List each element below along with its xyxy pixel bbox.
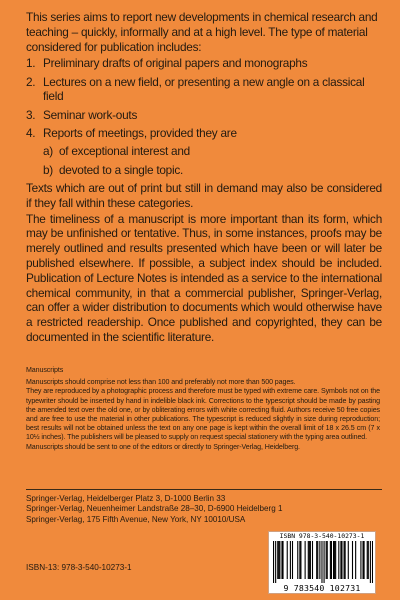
barcode-bar xyxy=(281,541,282,579)
barcode-bar xyxy=(368,541,369,579)
material-types-list xyxy=(26,56,382,140)
barcode-digits: 9 783540 102731 xyxy=(283,583,361,593)
barcode-bar xyxy=(319,541,320,579)
list-item-number: 4. xyxy=(26,126,36,141)
barcode-bar xyxy=(344,541,345,579)
divider xyxy=(26,489,382,490)
list-item xyxy=(26,75,382,105)
barcode-bar xyxy=(277,541,278,579)
barcode-bar xyxy=(364,541,365,579)
barcode-bar xyxy=(290,541,291,579)
barcode-bar xyxy=(330,541,331,579)
barcode-bar xyxy=(327,541,328,579)
barcode-bar xyxy=(312,541,313,579)
address-heidelberg: Springer-Verlag, Neuenheimer Landstraße 28–30, D-6900 Heidelberg 1 xyxy=(26,504,283,514)
address-new-york: Springer-Verlag, 175 Fifth Avenue, New York, NY 10010/USA xyxy=(26,514,246,524)
out-of-print-paragraph: Texts which are out of print but still in demand may also be considered if they fall within these categories. xyxy=(26,180,382,210)
sublist-item-letter: b) xyxy=(43,162,53,177)
manuscripts-submission-note: Manuscripts should be sent to one of the editors or directly to Springer-Verlag, Heidelberg. xyxy=(26,442,300,451)
list-item-number: 3. xyxy=(26,107,36,122)
address-berlin: Springer-Verlag, Heidelberger Platz 3, D-1000 Berlin 33 xyxy=(26,494,226,503)
barcode-bar xyxy=(326,541,327,579)
series-description xyxy=(26,10,382,345)
barcode-bar xyxy=(321,541,322,583)
barcode-bar xyxy=(362,541,363,579)
barcode-bar xyxy=(278,541,279,579)
isbn-text: ISBN-13: 978-3-540-10273-1 xyxy=(26,563,132,572)
list-item-text: Lectures on a new field, or presenting a new angle on a classical field xyxy=(43,74,365,104)
barcode-bar xyxy=(331,541,332,579)
list-item-text: Seminar work-outs xyxy=(43,107,138,122)
barcode-bar xyxy=(345,541,346,579)
barcode-bar xyxy=(324,541,325,583)
barcode-bar xyxy=(287,541,288,579)
sublist-item xyxy=(43,163,382,178)
barcode-bar xyxy=(300,541,301,579)
barcode-bar xyxy=(360,541,361,579)
barcode-bar xyxy=(316,541,317,579)
manuscripts-instructions: They are reproduced by a photographic process and therefore must be typed with extreme care. Symbols not on the typewriter should be inserted by hand in indelible black ink. Corrections to the typescript should be made by pasting the amended text over the old one, or by obliterating errors with white correcting fluid. Authors receive 50 free copies and are free to use the material in other publications. The typescript is reduced slightly in size during reproduction; best results will not be obtained unless the text on any one page is kept within the overall limit of 18 x 26.5 cm (7 x 10½ inches). The publishers will be pleased to supply on request special stationery with the typing area outlined. xyxy=(26,387,380,442)
barcode-bar xyxy=(292,541,293,579)
barcode-bar xyxy=(370,541,371,583)
list-item-number: 1. xyxy=(26,56,36,71)
barcode-bar xyxy=(297,541,298,579)
barcode-bar xyxy=(338,541,339,579)
barcode-bar xyxy=(352,541,353,579)
list-item-text: Reports of meetings, provided they are xyxy=(43,126,237,141)
barcode-bar xyxy=(341,541,342,579)
publisher-addresses xyxy=(26,494,382,525)
barcode-bar xyxy=(334,541,335,579)
manuscripts-heading: Manuscripts xyxy=(26,366,64,374)
barcode xyxy=(268,531,376,594)
barcode-bar xyxy=(305,541,306,579)
barcode-bar xyxy=(355,541,356,579)
list-item xyxy=(26,56,382,71)
timeliness-paragraph: The timeliness of a manuscript is more important than its form, which may be unfinished or tentative. Thus, in some instances, proofs may be merely outlined and results presented which have been or will later be published elsewhere. If possible, a subject index should be included. Publication of Lecture Notes is intended as a service to the international chemical community, in that a commercial publisher, Springer-Verlag, can offer a wider distribution to documents which would otherwise have a restricted readership. Once published and copyrighted, they can be documented in the scientific literature. xyxy=(26,211,382,344)
list-item xyxy=(26,108,382,123)
barcode-bars-icon xyxy=(273,541,373,583)
list-item-number: 2. xyxy=(26,74,36,89)
barcode-bar xyxy=(340,541,341,579)
list-item-text: Preliminary drafts of original papers and monographs xyxy=(43,56,308,71)
barcode-bar xyxy=(335,541,336,579)
sublist-item-letter: a) xyxy=(43,144,53,159)
sublist-item-text: of exceptional interest and xyxy=(59,144,190,159)
list-item xyxy=(26,126,382,141)
barcode-bar xyxy=(348,541,349,579)
barcode-bar xyxy=(275,541,276,583)
intro-lead: This series aims to report new developments in chemical research and teaching – quickly, informally and at a high level. The type of material considered for publication includes: xyxy=(26,10,378,54)
barcode-bar xyxy=(279,541,280,579)
barcode-bar xyxy=(372,541,373,583)
sublist-item xyxy=(43,144,382,159)
manuscripts-section xyxy=(26,366,380,452)
barcode-bar xyxy=(282,541,283,579)
barcode-bar xyxy=(308,541,309,579)
barcode-bar xyxy=(299,541,300,579)
barcode-isbn-label: ISBN 978-3-540-10273-1 xyxy=(279,532,365,540)
barcode-bar xyxy=(310,541,311,579)
barcode-bar xyxy=(367,541,368,579)
meeting-conditions-list xyxy=(43,144,382,177)
barcode-bar xyxy=(317,541,318,579)
barcode-bar xyxy=(309,541,310,579)
barcode-bar xyxy=(273,541,274,583)
manuscripts-length-note: Manuscripts should comprise not less than 100 and preferably not more than 500 pages. xyxy=(26,378,296,387)
sublist-item-text: devoted to a single topic. xyxy=(59,162,184,177)
barcode-bar xyxy=(333,541,334,579)
